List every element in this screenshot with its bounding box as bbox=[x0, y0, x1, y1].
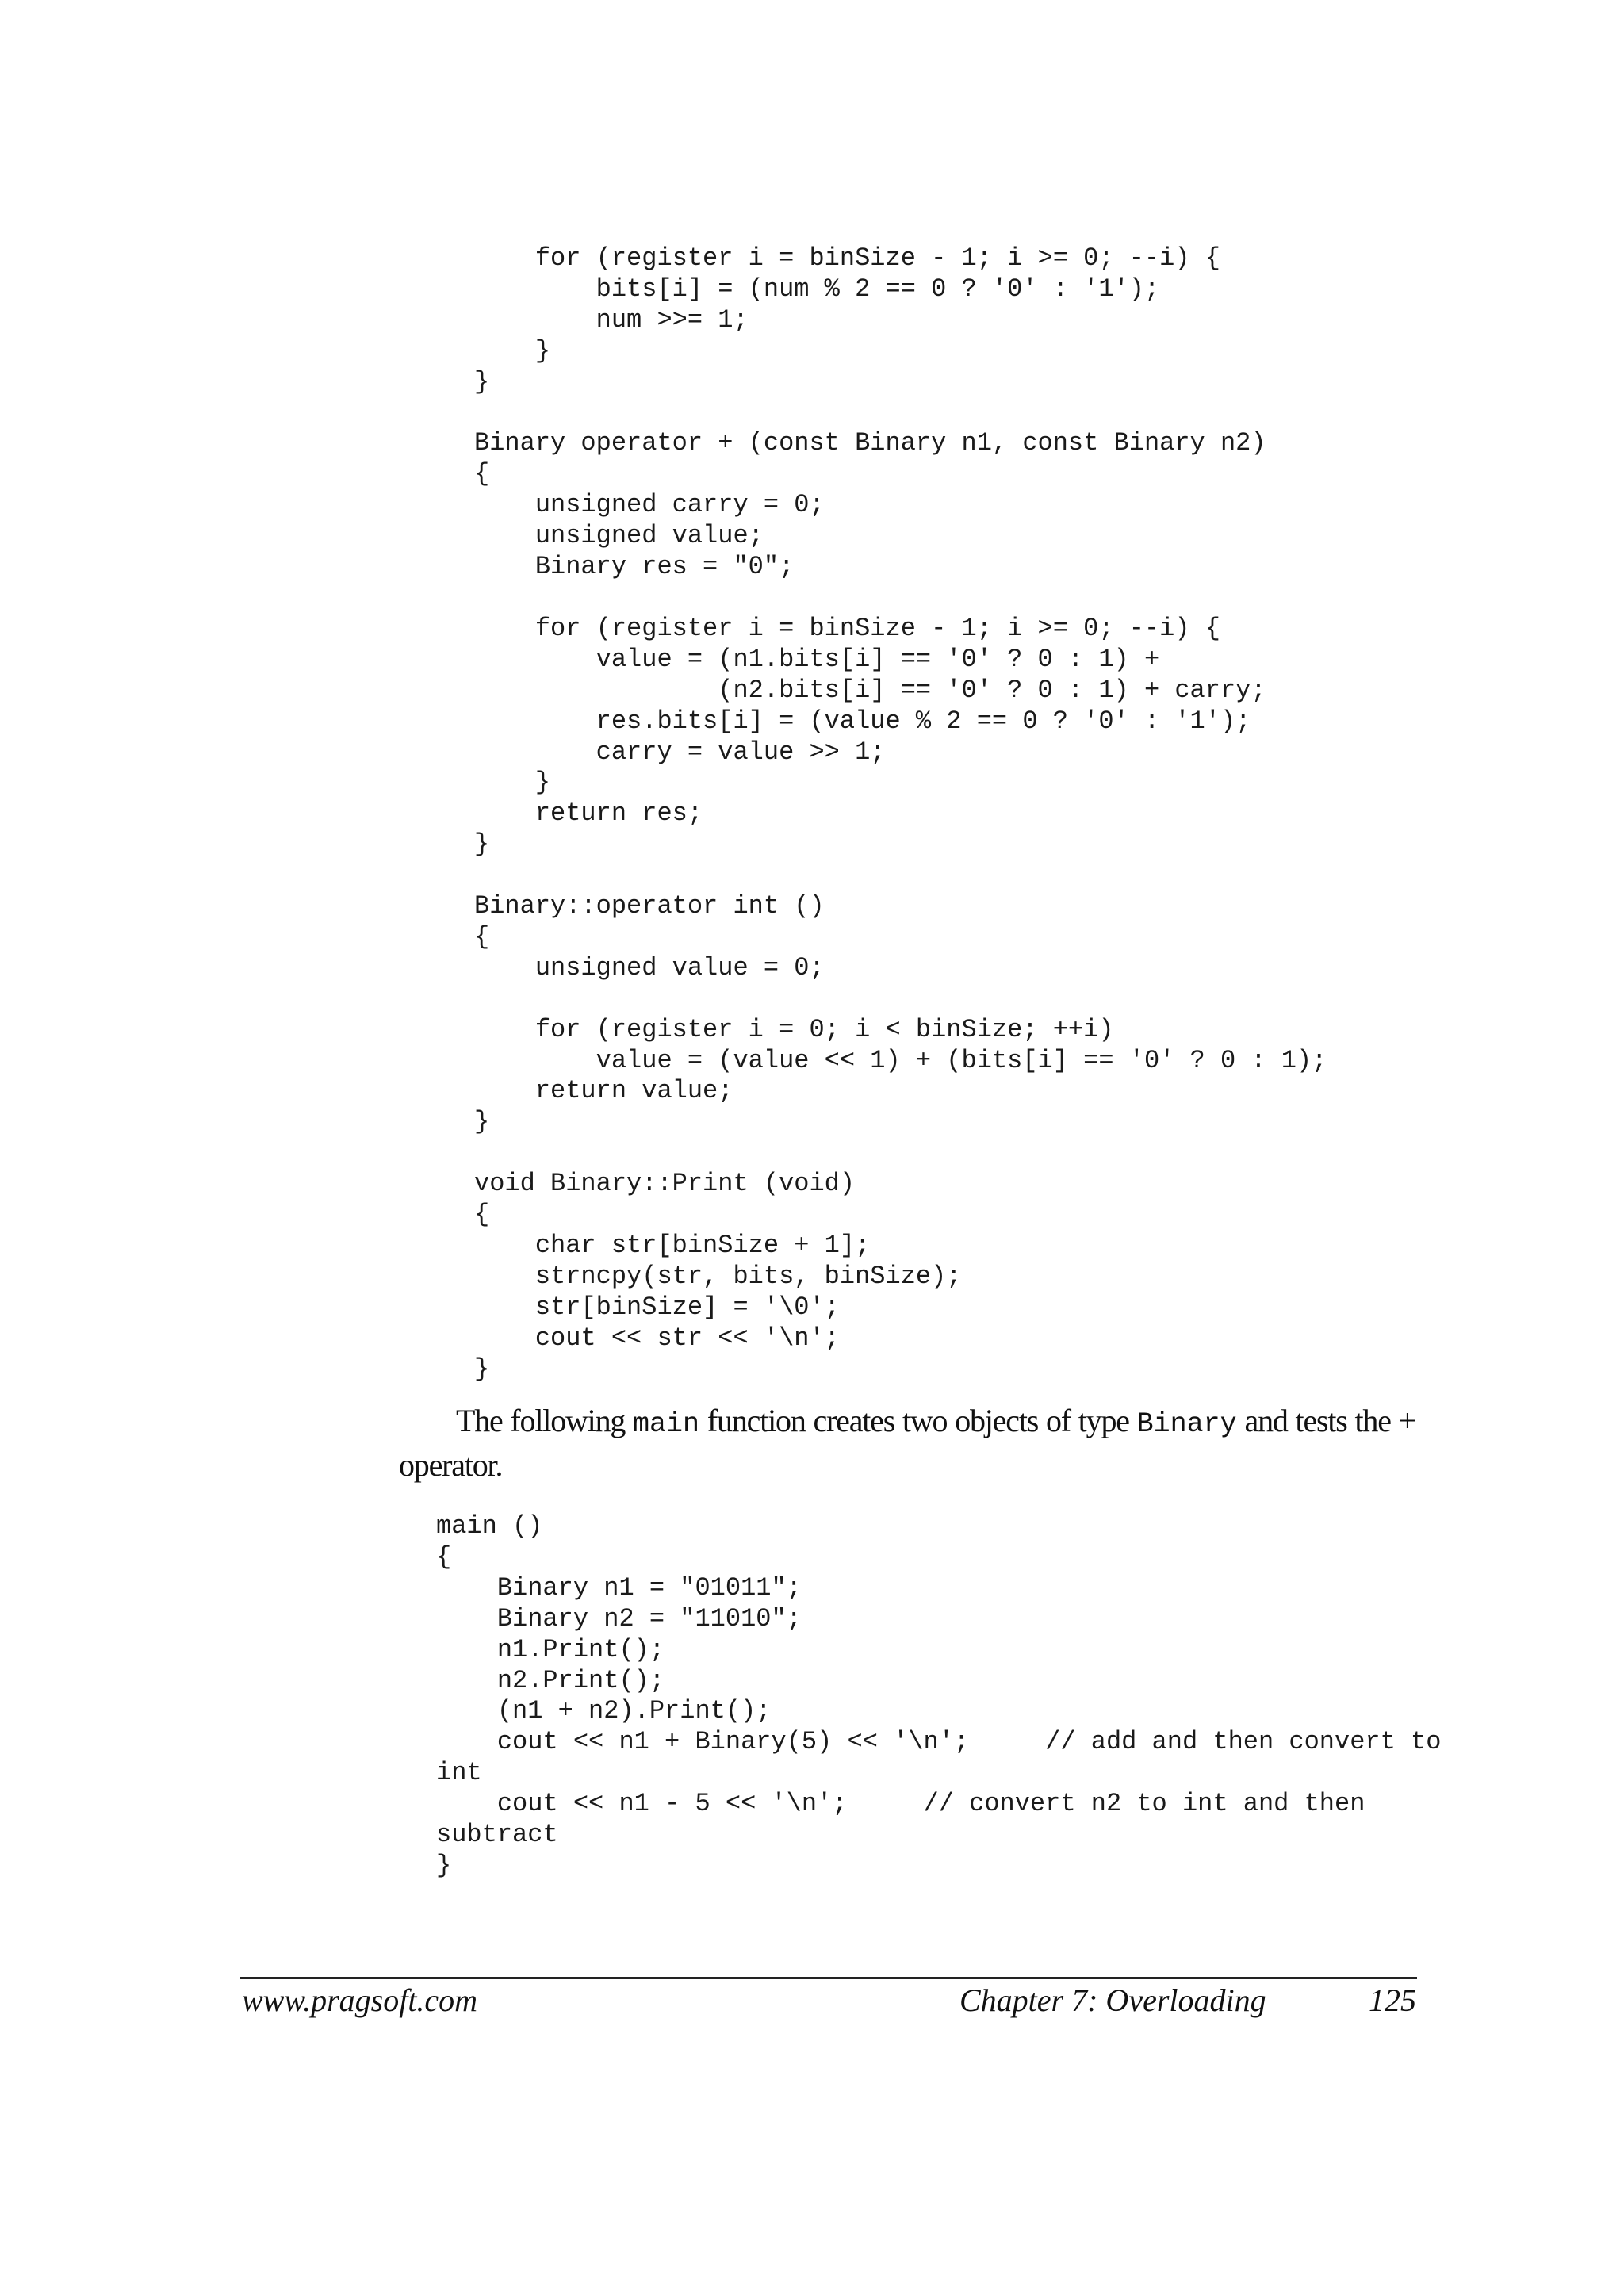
code-line: char str[binSize + 1]; bbox=[474, 1231, 871, 1260]
code-line: } bbox=[474, 768, 551, 798]
footer-url: www.pragsoft.com bbox=[242, 1982, 478, 2018]
paragraph-text-1: The following bbox=[456, 1403, 634, 1438]
code-line: } bbox=[474, 1354, 490, 1384]
code-line: num >>= 1; bbox=[474, 304, 749, 335]
code-line: strncpy(str, bits, binSize); bbox=[474, 1261, 962, 1291]
code-line: { bbox=[474, 1200, 490, 1230]
code-line: subtract bbox=[436, 1820, 558, 1850]
code-line: cout << str << '\n'; bbox=[474, 1323, 840, 1353]
code-line: unsigned value; bbox=[474, 521, 764, 551]
code-line: n1.Print(); bbox=[436, 1634, 665, 1664]
code-line: for (register i = 0; i < binSize; ++i) bbox=[474, 1014, 1114, 1044]
code-block-main bbox=[436, 1511, 1441, 1882]
page-number: 125 bbox=[1369, 1982, 1416, 2018]
code-line: (n2.bits[i] == '0' ? 0 : 1) + carry; bbox=[474, 675, 1266, 705]
inline-code-main: main bbox=[633, 1408, 700, 1440]
code-line: for (register i = binSize - 1; i >= 0; --i) { bbox=[474, 613, 1220, 643]
code-line: res.bits[i] = (value % 2 == 0 ? '0' : '1'); bbox=[474, 706, 1251, 736]
code-line: Binary res = "0"; bbox=[474, 552, 795, 582]
inline-code-binary: Binary bbox=[1136, 1408, 1237, 1440]
code-line: n2.Print(); bbox=[436, 1665, 665, 1695]
code-line: for (register i = binSize - 1; i >= 0; --i) { bbox=[474, 243, 1220, 273]
code-line: bits[i] = (num % 2 == 0 ? '0' : '1'); bbox=[474, 274, 1160, 304]
code-line: value = (n1.bits[i] == '0' ? 0 : 1) + bbox=[474, 644, 1160, 674]
code-line: int bbox=[436, 1758, 482, 1788]
code-line: Binary operator + (const Binary n1, const Binary n2) bbox=[474, 428, 1266, 458]
code-line: main () bbox=[436, 1511, 543, 1541]
code-line: } bbox=[436, 1850, 452, 1880]
code-line: } bbox=[474, 1107, 490, 1137]
code-line: return value; bbox=[474, 1076, 733, 1106]
footer-chapter-title: Chapter 7: Overloading bbox=[959, 1982, 1266, 2018]
code-block-operators bbox=[474, 243, 1327, 1385]
code-line: str[binSize] = '\0'; bbox=[474, 1292, 840, 1322]
code-line: cout << n1 - 5 << '\n'; // convert n2 to int and then bbox=[436, 1789, 1365, 1819]
code-line: Binary n2 = "11010"; bbox=[436, 1603, 802, 1633]
body-paragraph bbox=[399, 1400, 1415, 1486]
code-line: carry = value >> 1; bbox=[474, 737, 886, 767]
footer-rule bbox=[240, 1977, 1417, 1979]
code-line: void Binary::Print (void) bbox=[474, 1169, 856, 1199]
code-line: Binary::operator int () bbox=[474, 891, 825, 921]
code-line: } bbox=[474, 366, 490, 396]
code-line: (n1 + n2).Print(); bbox=[436, 1696, 772, 1726]
code-line: { bbox=[474, 921, 490, 952]
code-line: value = (value << 1) + (bits[i] == '0' ? 0 : 1); bbox=[474, 1045, 1327, 1075]
code-line: Binary n1 = "01011"; bbox=[436, 1572, 802, 1603]
code-line: unsigned carry = 0; bbox=[474, 490, 825, 520]
code-line: cout << n1 + Binary(5) << '\n'; // add and then convert to bbox=[436, 1727, 1442, 1757]
paragraph-text-2: function creates two objects of type bbox=[699, 1403, 1137, 1438]
code-line: } bbox=[474, 335, 551, 366]
code-line: } bbox=[474, 829, 490, 860]
code-line: return res; bbox=[474, 798, 703, 829]
code-line: { bbox=[474, 459, 490, 489]
code-line: { bbox=[436, 1541, 452, 1572]
paragraph-text-3: and tests the + operator. bbox=[399, 1403, 1415, 1483]
code-line: unsigned value = 0; bbox=[474, 952, 825, 982]
